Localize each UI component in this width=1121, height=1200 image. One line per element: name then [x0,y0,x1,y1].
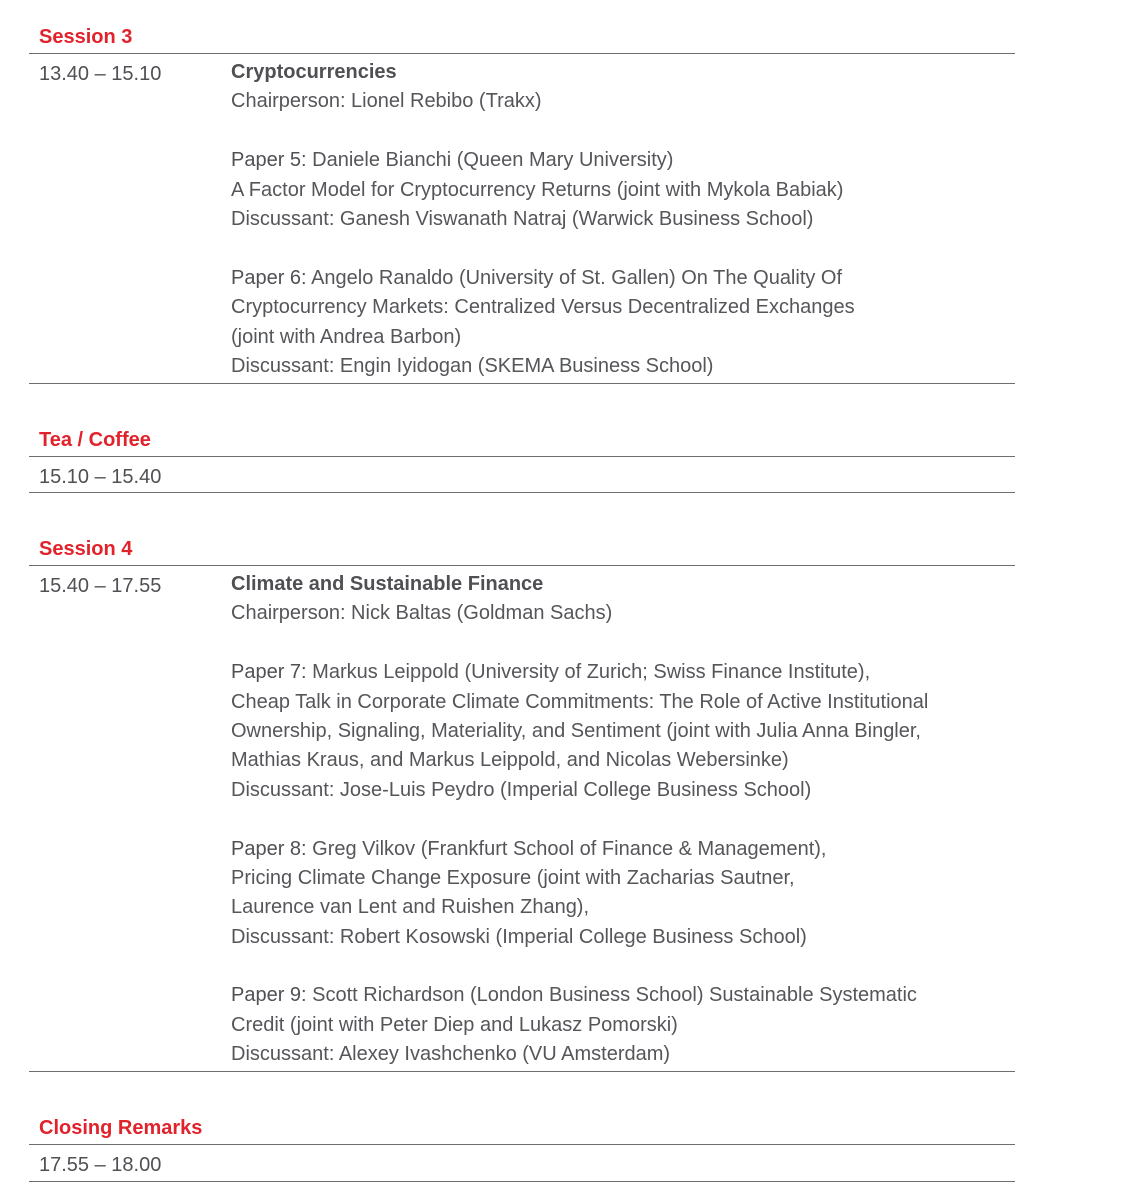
paper-label: Paper 7: [231,661,307,684]
divider [29,492,1015,493]
paper-line: Cryptocurrency Markets: Centralized Versus Decentralized Exchanges [231,296,855,319]
divider [29,565,1015,566]
divider [29,383,1015,384]
paper-line: Scott Richardson (London Business School) Sustainable Systematic [306,984,917,1007]
divider [29,53,1015,54]
session-topic: Climate and Sustainable Finance [231,573,544,595]
paper-line: Laurence van Lent and Ruishen Zhang), [231,896,590,919]
session-content [231,570,1011,1070]
divider [29,1144,1015,1145]
session-4-block [29,537,1015,1073]
paper-line: Discussant: Jose-Luis Peydro (Imperial College Business School) [231,778,812,801]
paper-label: Paper 8: [231,837,307,860]
paper-line: Credit (joint with Peter Diep and Lukasz Pomorski) [231,1013,678,1036]
paper-line: Ownership, Signaling, Materiality, and Sentiment (joint with Julia Anna Bingler, [231,719,921,742]
closing-block [29,1116,1015,1186]
chairperson: Chairperson: Nick Baltas (Goldman Sachs) [231,602,613,625]
paper-line: Markus Leippold (University of Zurich; Swiss Finance Institute), [306,661,871,684]
session-time: 15.40 – 17.55 [39,575,162,597]
session-title: Tea / Coffee [39,429,151,451]
paper-line: Angelo Ranaldo (University of St. Gallen) On The Quality Of [306,266,843,289]
session-title: Session 3 [39,26,133,48]
paper-line: Cheap Talk in Corporate Climate Commitments: The Role of Active Institutional [231,690,929,713]
paper-entry [231,981,1011,1069]
session-time: 13.40 – 15.10 [39,63,162,85]
session-title: Session 4 [39,538,133,560]
divider [29,456,1015,457]
session-content [231,58,1011,381]
paper-line: Discussant: Alexey Ivashchenko (VU Amsterdam) [231,1043,671,1066]
paper-line: Pricing Climate Change Exposure (joint with Zacharias Sautner, [231,866,795,889]
paper-line: Discussant: Robert Kosowski (Imperial College Business School) [231,925,807,948]
paper-label: Paper 5: [231,149,307,172]
break-block [29,428,1015,498]
paper-line: Mathias Kraus, and Markus Leippold, and Nicolas Webersinke) [231,749,789,772]
paper-line: Daniele Bianchi (Queen Mary University) [306,149,674,172]
paper-label: Paper 6: [231,266,307,289]
paper-label: Paper 9: [231,984,307,1007]
paper-entry [231,146,1011,234]
divider [29,1181,1015,1182]
session-title: Closing Remarks [39,1117,203,1139]
paper-line: Greg Vilkov (Frankfurt School of Finance & Management), [306,837,827,860]
paper-line: Discussant: Engin Iyidogan (SKEMA Business School) [231,354,714,377]
divider [29,1071,1015,1072]
session-topic: Cryptocurrencies [231,61,397,83]
paper-entry [231,835,1011,953]
paper-entry [231,658,1011,805]
paper-line: A Factor Model for Cryptocurrency Returns (joint with Mykola Babiak) [231,178,844,201]
session-time: 17.55 – 18.00 [39,1154,162,1176]
paper-line: Discussant: Ganesh Viswanath Natraj (Warwick Business School) [231,207,814,230]
paper-entry [231,264,1011,382]
session-time: 15.10 – 15.40 [39,466,162,488]
session-3-block [29,25,1015,385]
paper-line: (joint with Andrea Barbon) [231,325,462,348]
chairperson: Chairperson: Lionel Rebibo (Trakx) [231,90,542,113]
